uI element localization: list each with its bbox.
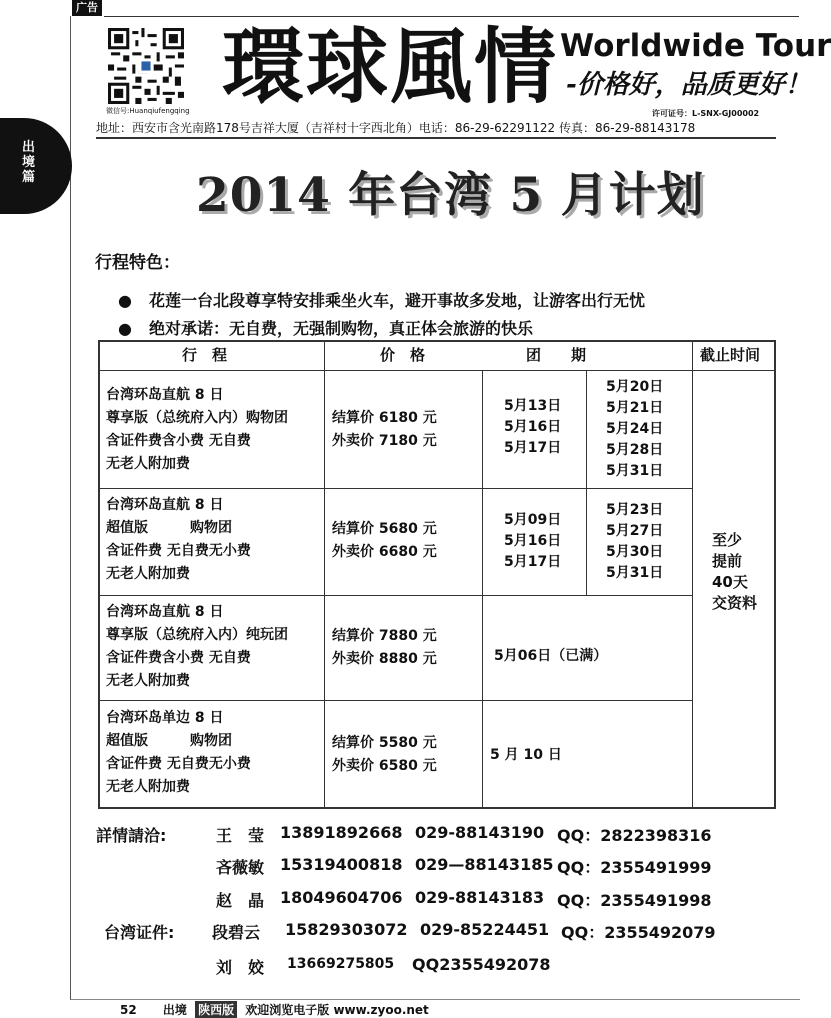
page-title: 2014 年台湾 5 月计划 [196, 168, 705, 223]
taiwan-docs-label: 台湾证件: [104, 923, 175, 942]
dates-cell: 5月20日 5月21日 5月24日 5月28日 5月31日 [606, 379, 664, 479]
contact-qq: QQ：2355491998 [557, 891, 712, 910]
features-label: 行程特色： [95, 253, 180, 273]
feature-item: ● 绝对承诺：无自费，无强制购物，真正体会旅游的快乐 [118, 319, 534, 338]
contact-mobile: 15319400818 [280, 855, 403, 874]
column-header-dates: 团 期 [526, 346, 587, 364]
bullet-icon: ● [118, 319, 132, 338]
address-line: 地址：西安市含光南路178号吉祥大厦（吉祥村十字西北角）电话：86-29-62291122 传真：86-29-88143178 [96, 121, 696, 135]
slogan: -价格好，品质更好！ [566, 70, 811, 100]
page-number: 52 [120, 1003, 137, 1017]
schedule-table [98, 340, 776, 809]
contact-qq: QQ：2822398316 [557, 826, 712, 845]
column-header-itinerary: 行 程 [182, 346, 228, 364]
wechat-id: 微信号:Huanqiufengqing [106, 107, 190, 115]
column-header-deadline: 截止时间 [700, 346, 761, 364]
contact-mobile: 13891892668 [280, 823, 403, 842]
ad-label: 广告 [72, 0, 102, 16]
contact-name: 王 莹 [216, 826, 265, 845]
page-footer [120, 1001, 429, 1018]
contact-name: 赵 晶 [216, 891, 265, 910]
itinerary-cell: 台湾环岛单边 8 日 超值版 购物团 含证件费 无自费无小费 无老人附加费 [106, 710, 251, 795]
side-tab-label: 出境篇 [22, 140, 36, 185]
contact-mobile: 15829303072 [285, 920, 408, 939]
itinerary-cell: 台湾环岛直航 8 日 尊享版（总统府入内）购物团 含证件费含小费 无自费 无老人附加费 [106, 387, 288, 472]
dates-cell: 5月09日 5月16日 5月17日 [504, 512, 562, 570]
price-cell: 结算价 7880 元 外卖价 8880 元 [332, 628, 437, 667]
contact-qq: QQ：2355492079 [561, 923, 716, 942]
brand-logo-en: Worldwide Tour [560, 28, 831, 64]
contact-mobile: 18049604706 [280, 888, 403, 907]
section-side-tab [0, 118, 72, 214]
brand-logo-cn: 環球風情 [222, 19, 559, 115]
dates-cell: 5月13日 5月16日 5月17日 [504, 398, 562, 456]
contact-tel: 029-88143183 [415, 888, 545, 907]
bullet-icon: ● [118, 291, 132, 310]
itinerary-cell: 台湾环岛直航 8 日 尊享版（总统府入内）纯玩团 含证件费含小费 无自费 无老人附加费 [106, 604, 288, 689]
footer-text: 欢迎浏览电子版 www.zyoo.net [245, 1003, 429, 1017]
edition-badge: 陕西版 [195, 1001, 237, 1018]
itinerary-cell: 台湾环岛直航 8 日 超值版 购物团 含证件费 无自费无小费 无老人附加费 [106, 497, 251, 582]
contact-tel: 029-88143190 [415, 823, 545, 842]
price-cell: 结算价 5680 元 外卖价 6680 元 [332, 521, 437, 560]
price-cell: 结算价 5580 元 外卖价 6580 元 [332, 735, 437, 774]
contact-label: 詳情請洽: [96, 826, 167, 845]
deadline-cell: 至少 提前 40天 交资料 [712, 531, 758, 612]
contact-name: 段碧云 [212, 923, 261, 942]
qr-code-icon [108, 28, 184, 104]
divider [96, 137, 776, 139]
contact-qq: QQ2355492078 [412, 955, 551, 974]
contact-tel: 029—88143185 [415, 855, 554, 874]
dates-cell: 5月23日 5月27日 5月30日 5月31日 [606, 502, 664, 581]
contact-name: 吝薇敏 [216, 858, 265, 877]
feature-item: ● 花莲一台北段尊享特安排乘坐火车，避开事故多发地，让游客出行无忧 [118, 291, 646, 310]
column-header-price: 价 格 [380, 346, 426, 364]
license-number: 许可证号：L-SNX-GJ00002 [652, 109, 760, 118]
dates-cell: 5月06日（已满） [494, 648, 608, 664]
dates-cell: 5 月 10 日 [490, 747, 562, 763]
contact-name: 刘 姣 [216, 958, 265, 977]
price-cell: 结算价 6180 元 外卖价 7180 元 [332, 410, 437, 449]
footer-section: 出境 [162, 1003, 187, 1017]
contact-qq: QQ：2355491999 [557, 858, 712, 877]
contact-tel: 029-85224451 [420, 920, 550, 939]
contact-mobile: 13669275805 [287, 956, 395, 972]
